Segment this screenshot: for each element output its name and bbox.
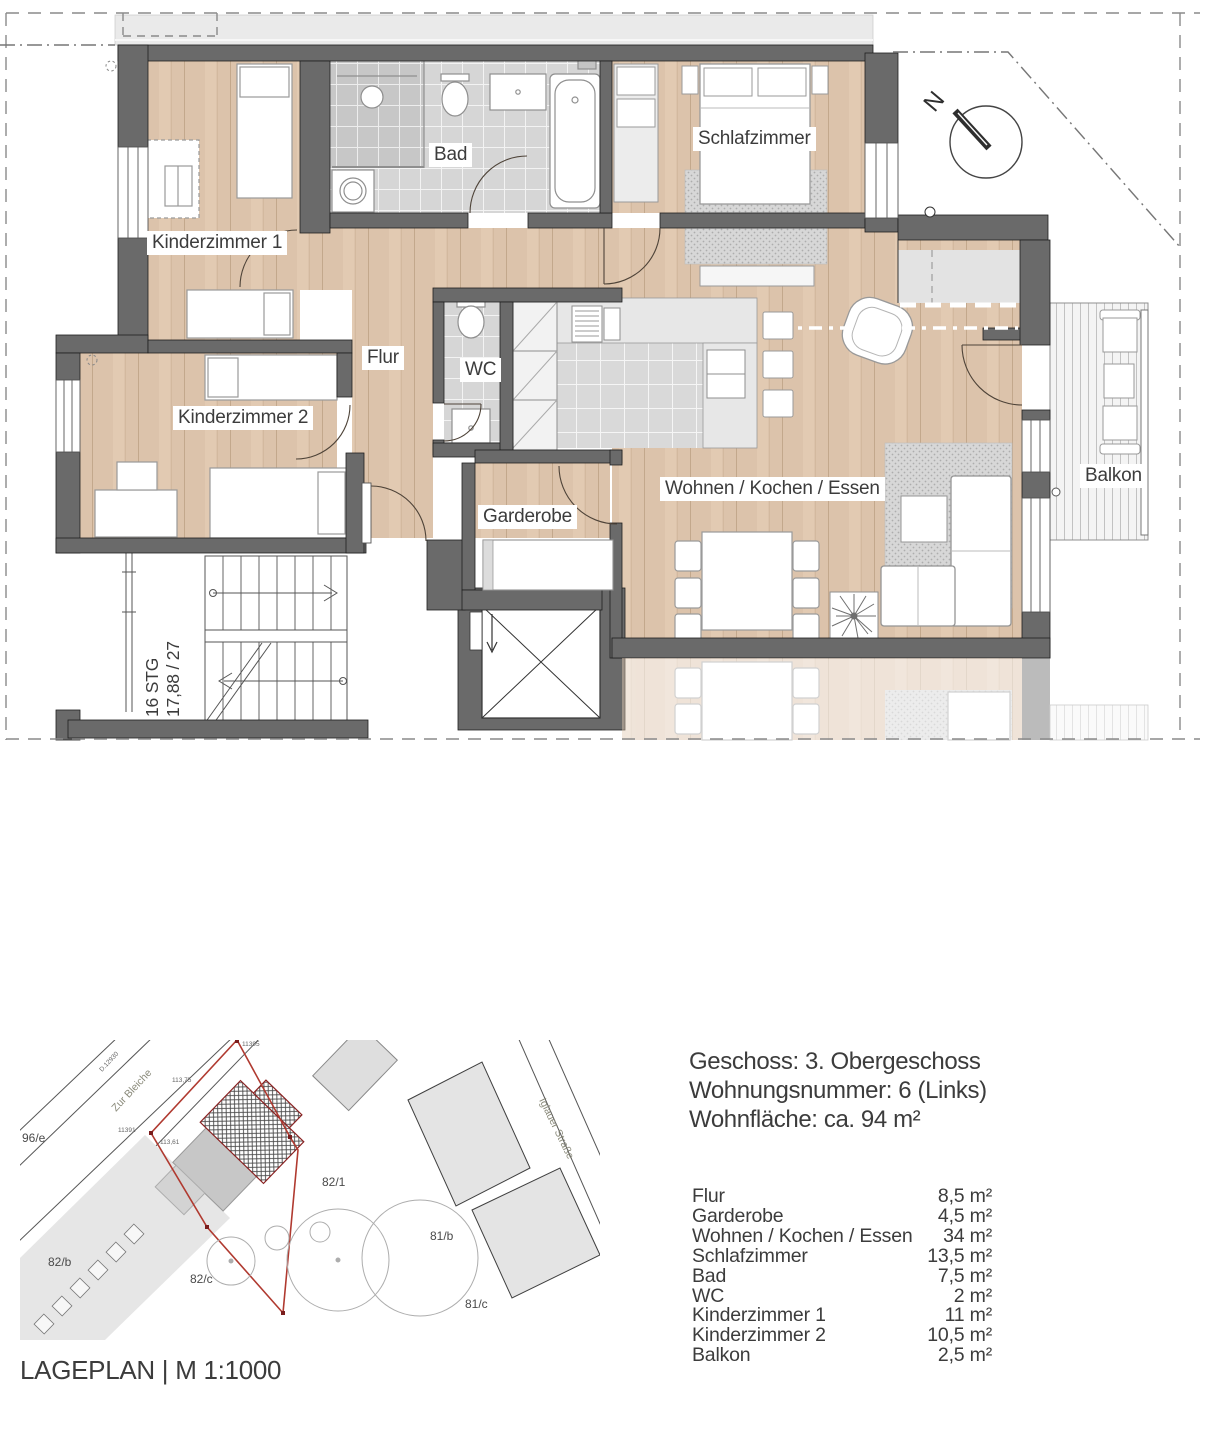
room-area: 4,5 m² — [937, 1204, 992, 1227]
table-row — [692, 1326, 992, 1346]
north-letter: N — [918, 86, 951, 117]
stair-dimension-label: 16 STG 17,88 / 27 — [142, 641, 183, 717]
room-name: Wohnen / Kochen / Essen — [692, 1224, 913, 1247]
parcel-label: 96/e — [22, 1131, 46, 1145]
room-name: Bad — [692, 1264, 727, 1287]
vent-marker — [925, 207, 935, 217]
room-name: Garderobe — [692, 1204, 784, 1227]
room-label-balkon: Balkon — [1080, 464, 1147, 488]
parcel-label: 81/b — [430, 1229, 454, 1243]
survey-mark: 113,61 — [160, 1139, 180, 1146]
dining-set — [675, 532, 819, 644]
siteplan — [20, 1040, 600, 1340]
room-label-wc: WC — [460, 358, 501, 382]
parcel-label: 82/1 — [322, 1175, 346, 1189]
table-row — [692, 1264, 992, 1287]
plant-icon — [830, 592, 878, 640]
siteplan-drawing — [20, 1040, 600, 1340]
street-label: Iglauer Straße — [536, 1096, 577, 1162]
balcony-chair-icon — [1103, 318, 1137, 352]
room-label-kinderzimmer1: Kinderzimmer 1 — [147, 231, 287, 255]
survey-mark: D.12930 — [98, 1050, 121, 1074]
room-name: Flur — [692, 1185, 725, 1207]
table-row — [692, 1346, 992, 1366]
room-area: 34 m² — [943, 1224, 992, 1247]
toilet-icon — [441, 74, 469, 81]
apartment-info — [689, 1047, 987, 1134]
table-row — [692, 1284, 992, 1307]
room-area: 2 m² — [953, 1284, 992, 1307]
siteplan-title: LAGEPLAN | M 1:1000 — [20, 1355, 282, 1385]
room-label-flur: Flur — [362, 346, 404, 370]
bar-stool-icon — [763, 351, 793, 378]
coffee-table-icon — [901, 496, 947, 542]
room-name: Kinderzimmer 1 — [692, 1304, 826, 1327]
survey-mark: 113,75 — [172, 1077, 192, 1084]
room-name: Kinderzimmer 2 — [692, 1324, 826, 1347]
parcel-label: 81/c — [465, 1297, 488, 1311]
room-area: 8,5 m² — [937, 1185, 992, 1207]
balcony — [1050, 303, 1148, 540]
bar-stool-icon — [763, 312, 793, 339]
room-label-bad: Bad — [429, 143, 472, 167]
dining-table-icon — [702, 532, 792, 630]
sofa-area — [881, 443, 1012, 626]
room-label-garderobe: Garderobe — [478, 505, 577, 529]
balcony-table-icon — [1104, 364, 1134, 398]
room-label-kinderzimmer2: Kinderzimmer 2 — [173, 406, 313, 430]
room-name: WC — [692, 1284, 725, 1307]
neighbour-buildings — [313, 1040, 600, 1298]
info-wohnungsnummer: Wohnungsnummer: 6 (Links) — [689, 1077, 987, 1104]
survey-mark: 11395 — [242, 1041, 260, 1048]
roof-band — [115, 15, 873, 45]
room-area: 2,5 m² — [937, 1344, 992, 1367]
parcel-label: 82/c — [190, 1272, 213, 1286]
north-arrow-icon — [950, 106, 1022, 178]
table-row — [692, 1306, 992, 1326]
room-area: 11 m² — [944, 1304, 992, 1327]
roof-slope-niche — [898, 250, 1020, 303]
balcony-chair-icon — [1103, 406, 1137, 440]
table-row — [692, 1244, 992, 1267]
room-areas-table — [692, 1187, 992, 1366]
table-row — [692, 1224, 992, 1247]
survey-mark: 11391 — [118, 1127, 136, 1134]
info-geschoss: Geschoss: 3. Obergeschoss — [689, 1048, 981, 1075]
street-label: Zur Bleiche — [109, 1067, 155, 1115]
neighbour-apartment-faded — [622, 658, 1148, 740]
info-wohnflaeche: Wohnfläche: ca. 94 m² — [689, 1106, 921, 1133]
table-row — [692, 1187, 992, 1207]
table-row — [692, 1204, 992, 1227]
room-name: Schlafzimmer — [692, 1244, 808, 1267]
room-area: 13,5 m² — [927, 1244, 992, 1267]
room-area: 7,5 m² — [937, 1264, 992, 1287]
parcel-label: 82/b — [48, 1255, 72, 1269]
room-area: 10,5 m² — [927, 1324, 992, 1347]
bar-stool-icon — [763, 390, 793, 417]
garderobe-wardrobe — [483, 540, 613, 590]
entry-door-leaf — [362, 483, 371, 543]
tree-circles — [207, 1200, 478, 1316]
room-label-schlafzimmer: Schlafzimmer — [693, 127, 816, 151]
room-label-wohnen-kochen-essen: Wohnen / Kochen / Essen — [660, 477, 885, 501]
room-name: Balkon — [692, 1344, 751, 1367]
axis-marker — [106, 61, 116, 71]
